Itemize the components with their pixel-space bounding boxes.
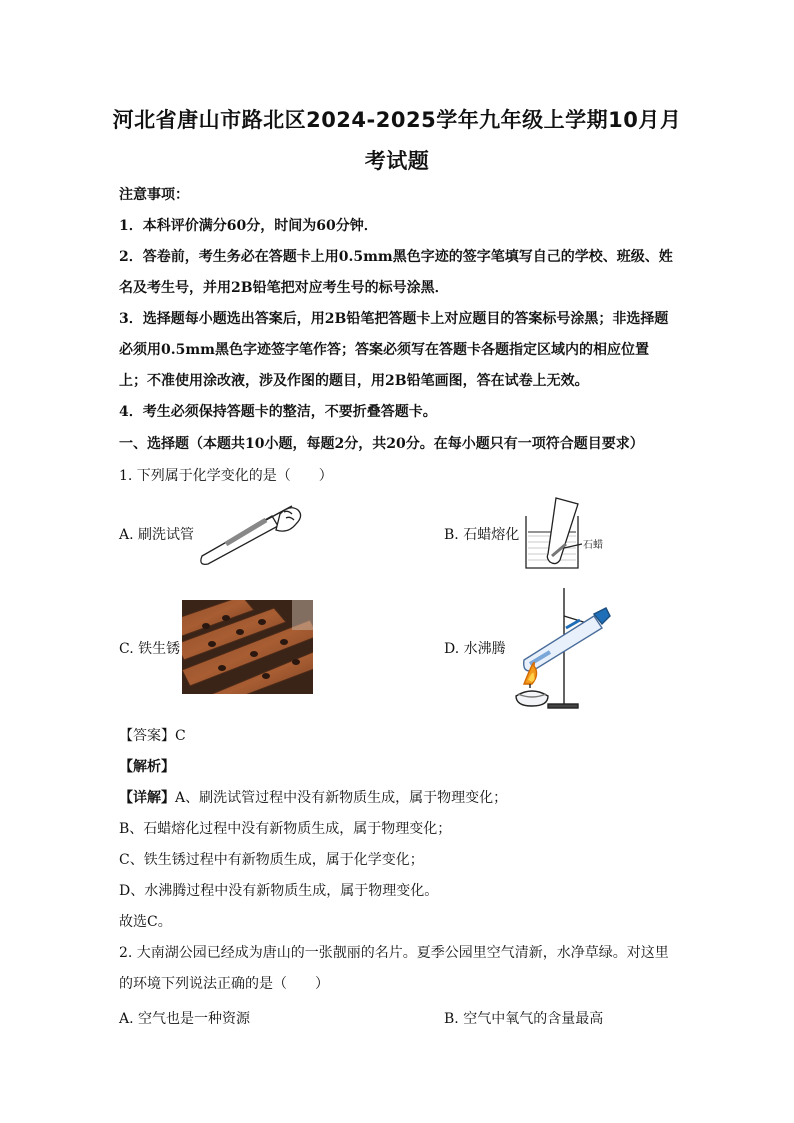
notice-item: 1．本科评价满分60分，时间为60分钟． xyxy=(119,218,378,234)
q1-detail-line: C、铁生锈过程中有新物质生成，属于化学变化； xyxy=(119,852,424,868)
question-2-stem: 2. 大南湖公园已经成为唐山的一张靓丽的名片。夏季公园里空气清新，水净草绿。对这里 xyxy=(119,945,669,961)
q1-option-c: C. 铁生锈 xyxy=(119,641,181,657)
q1-detail-label: 【详解】 xyxy=(119,790,175,806)
boiling-water-apparatus xyxy=(506,584,612,712)
q1-analysis-heading: 【解析】 xyxy=(119,759,175,775)
section-heading: 一、选择题（本题共10小题，每题2分，共20分。在每小题只有一项符合题目要求） xyxy=(119,436,644,452)
notice-item: 4．考生必须保持答题卡的整洁，不要折叠答题卡。 xyxy=(119,404,437,420)
rusty-iron-photo xyxy=(182,600,313,694)
q1-detail-line: D、水沸腾过程中没有新物质生成，属于物理变化。 xyxy=(119,883,439,899)
test-tube-brush-figure xyxy=(196,500,308,568)
q1-option-b: B. 石蜡熔化 xyxy=(444,527,520,543)
q1-option-a: A. 刷洗试管 xyxy=(119,527,195,543)
q1-detail-line xyxy=(119,788,507,808)
exam-title-line1: 河北省唐山市路北区2024-2025学年九年级上学期10月月 xyxy=(112,108,682,132)
notice-heading: 注意事项： xyxy=(119,187,189,203)
q1-detail-text: A、刷洗试管过程中没有新物质生成，属于物理变化； xyxy=(175,790,508,806)
q1-option-d: D. 水沸腾 xyxy=(444,641,506,657)
q1-detail-line: B、石蜡熔化过程中没有新物质生成，属于物理变化； xyxy=(119,821,452,837)
notice-item: 必须用0.5mm黑色字迹签字笔作答；答案必须写在答题卡各题指定区域内的相应位置 xyxy=(119,342,649,358)
beaker-paraffin-figure xyxy=(520,496,610,572)
q2-option-a: A. 空气也是一种资源 xyxy=(119,1011,251,1027)
question-2-stem-cont: 的环境下列说法正确的是（ ） xyxy=(119,976,329,992)
notice-item: 上；不准使用涂改液，涉及作图的题目，用2B铅笔画图，答在试卷上无效。 xyxy=(119,373,589,389)
paraffin-label: 石蜡 xyxy=(583,540,603,551)
q1-answer: 【答案】C xyxy=(119,728,186,744)
exam-title-line2: 考试题 xyxy=(364,149,430,173)
notice-item: 名及考生号，并用2B铅笔把对应考生号的标号涂黑． xyxy=(119,280,449,296)
notice-item: 3．选择题每小题选出答案后，用2B铅笔把答题卡上对应题目的答案标号涂黑；非选择题 xyxy=(119,311,669,327)
q1-conclusion: 故选C。 xyxy=(119,914,172,930)
q2-option-b: B. 空气中氧气的含量最高 xyxy=(444,1011,604,1027)
question-1-stem: 1. 下列属于化学变化的是（ ） xyxy=(119,468,333,484)
notice-item: 2．答卷前，考生务必在答题卡上用0.5mm黑色字迹的签字笔填写自己的学校、班级、姓 xyxy=(119,249,673,265)
